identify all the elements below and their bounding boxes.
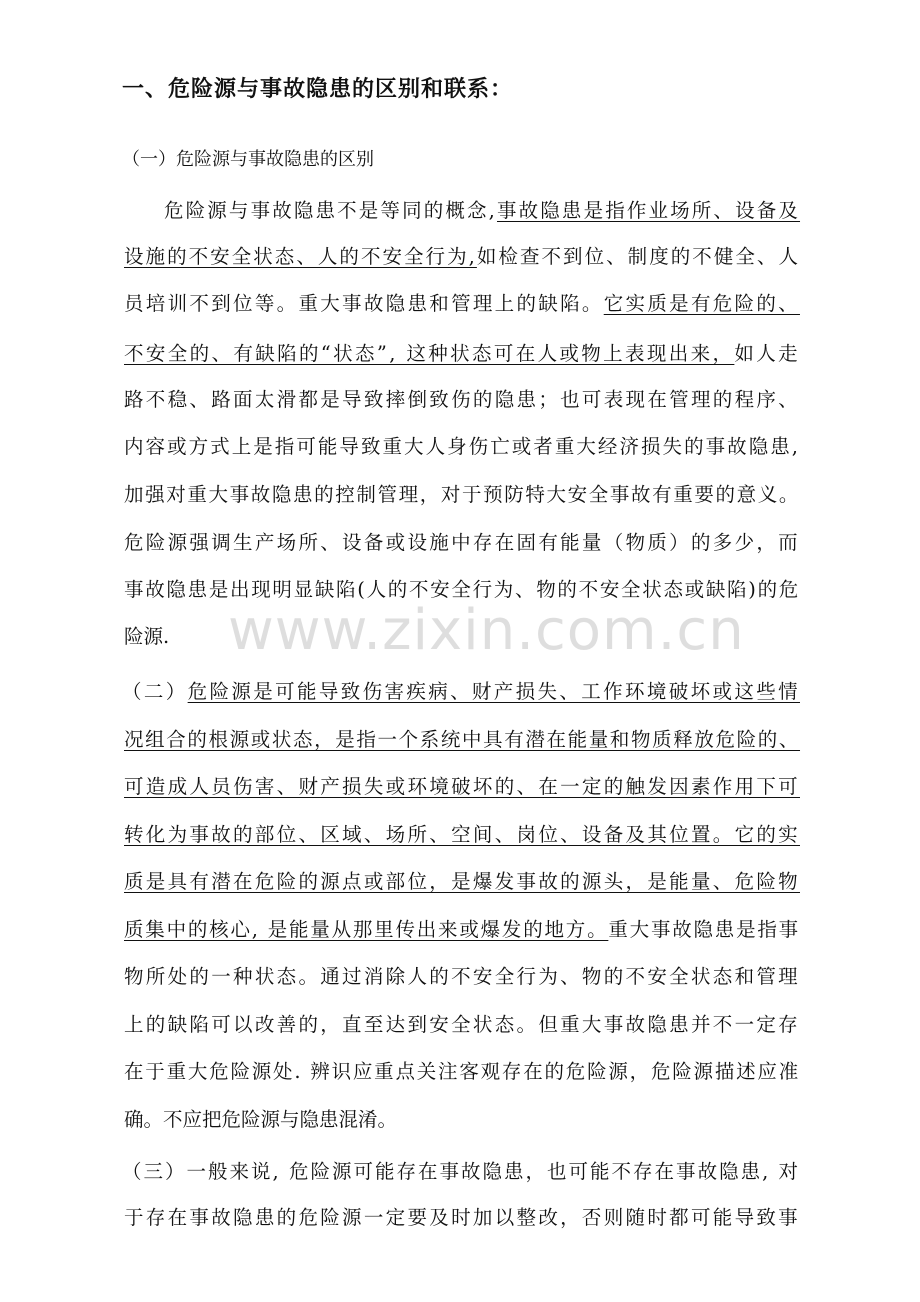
text-line-p1-l9: [124, 575, 800, 605]
text-line-p2-l7: [124, 962, 800, 992]
text-line-p2-l6: [124, 915, 800, 945]
text-segment: 事故隐患是出现明显缺陷(人的不安全行为、物的不安全状态或缺陷)的危: [124, 578, 800, 601]
text-segment: 险源.: [124, 625, 170, 648]
text-segment: 危险源强调生产场所、设备或设施中存在固有能量（物质）的多少，而: [124, 531, 800, 554]
text-line-p2-l1: [122, 677, 800, 707]
underlined-text: 设施的不安全状态、人的不安全行为,: [124, 245, 477, 268]
text-segment: 如检查不到位、制度的不健全、人: [476, 245, 800, 268]
text-line-p1-l8: [124, 528, 800, 558]
text-line-p2-l4: [124, 820, 800, 850]
underlined-text: 转化为事故的部位、区域、场所、空间、岗位、设备及其位置。它的实: [124, 823, 800, 846]
text-line-p3-l2: [124, 1203, 800, 1233]
underlined-text: 质是具有潜在危险的源点或部位，是爆发事故的源头，是能量、危险物: [124, 870, 800, 893]
text-segment: 于存在事故隐患的危险源一定要及时加以整改，否则随时都可能导致事: [124, 1206, 800, 1229]
text-line-p1-l5: [124, 385, 800, 415]
text-line-p2-l3: [124, 772, 800, 802]
text-segment: 员培训不到位等。重大事故隐患和管理上的缺陷。: [124, 292, 604, 315]
text-line-p1-l3: [124, 289, 800, 319]
underlined-text: 它实质是有危险的、: [603, 292, 800, 315]
text-segment: （二）: [122, 680, 188, 703]
text-segment: 内容或方式上是指可能导致重大人身伤亡或者重大经济损失的事故隐患,: [124, 435, 801, 458]
text-segment: 重大事故隐患是指事: [608, 918, 800, 941]
text-segment: （三）一般来说, 危险源可能存在事故隐患，也可能不存在事故隐患, 对: [122, 1160, 800, 1183]
text-line-p2-l10: [124, 1105, 397, 1135]
watermark: www.zixin.com.cn: [228, 598, 745, 663]
text-segment: 如人走: [734, 342, 800, 365]
text-segment: 上的缺陷可以改善的，直至达到安全状态。但重大事故隐患并不一定存: [124, 1013, 800, 1036]
text-line-sec1-title: [122, 145, 374, 175]
text-line-p3-l1: [122, 1157, 800, 1187]
text-segment: 确。不应把危险源与隐患混淆。: [124, 1108, 398, 1131]
text-line-p1-l7: [124, 480, 800, 510]
text-line-p1-l4: [124, 339, 800, 369]
underlined-text: 况组合的根源或状态，是指一个系统中具有潜在能量和物质释放危险的、: [124, 728, 801, 751]
text-line-p2-l8: [124, 1010, 800, 1040]
underlined-text: 危险源是可能导致伤害疾病、财产损失、工作环境破坏或这些情: [187, 680, 800, 703]
text-line-p1-l1: [164, 196, 800, 226]
text-segment: 物所处的一种状态。通过消除人的不安全行为、物的不安全状态和管理: [124, 965, 800, 988]
section-heading: 一、危险源与事故隐患的区别和联系：: [122, 77, 514, 102]
text-segment: （一）危险源与事故隐患的区别: [122, 149, 374, 170]
text-line-p1-l2: [124, 242, 800, 272]
underlined-text: 事故隐患是指作业场所、设备及: [497, 199, 801, 222]
text-segment: 在于重大危险源处. 辨识应重点关注客观存在的危险源，危险源描述应准: [124, 1060, 800, 1083]
text-line-p1-l10: [124, 622, 169, 652]
underlined-text: 可造成人员伤害、财产损失或环境破坏的、在一定的触发因素作用下可: [124, 775, 800, 798]
text-segment: 路不稳、路面太滑都是导致摔倒致伤的隐患；也可表现在管理的程序、: [124, 388, 800, 411]
underlined-text: 质集中的核心, 是能量从那里传出来或爆发的地方。: [124, 918, 609, 941]
text-line-p2-l5: [124, 867, 800, 897]
underlined-text: 不安全的、有缺陷的“状态”, 这种状态可在人或物上表现出来，: [124, 342, 735, 365]
text-segment: 危险源与事故隐患不是等同的概念,: [164, 199, 497, 222]
text-line-p2-l9: [124, 1057, 800, 1087]
text-segment: 加强对重大事故隐患的控制管理，对于预防特大安全事故有重要的意义。: [124, 483, 801, 506]
text-line-p1-l6: [124, 432, 800, 462]
text-line-p2-l2: [124, 725, 800, 755]
